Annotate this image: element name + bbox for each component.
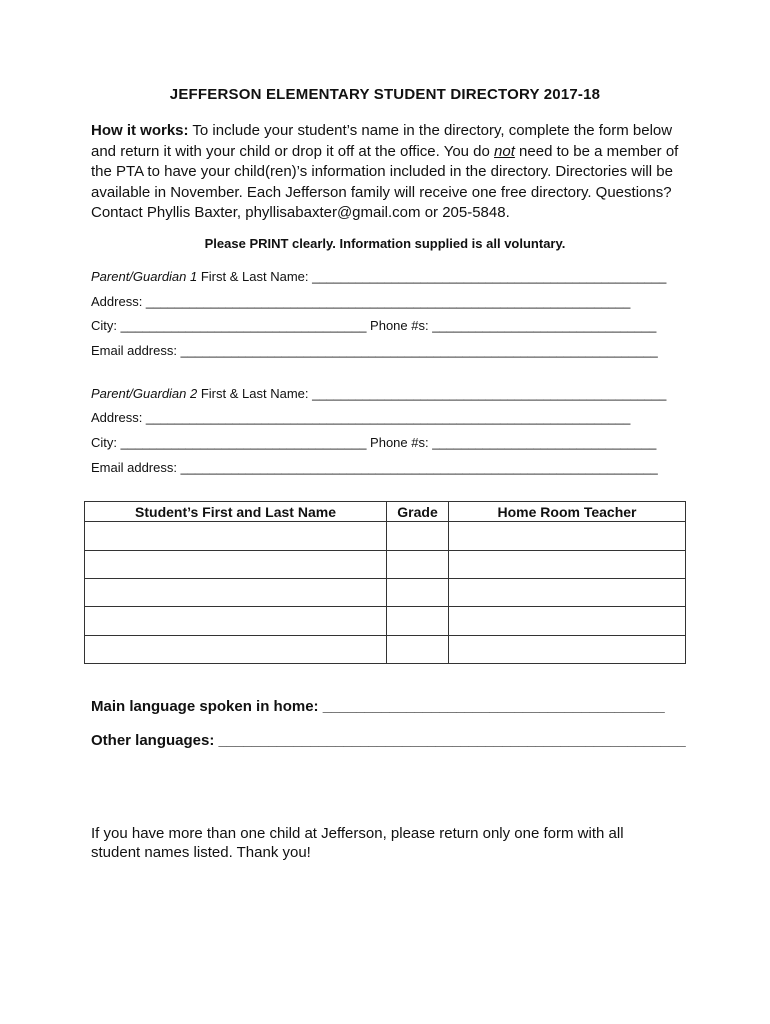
student-name-cell[interactable] [85,635,387,663]
grade-cell[interactable] [387,522,449,550]
header-student-name: Student’s First and Last Name [85,502,387,522]
intro-text-1: To include your student’s name in the directory, complete the form below and return it with your child or drop it off at the office. You do [91,122,673,160]
parent2-city-phone-field[interactable]: City: __________________________________ Phone #s: _______________________________ [91,435,657,450]
table-row [85,635,686,663]
main-language-field[interactable]: Main language spoken in home: _________________________________________ [91,698,665,715]
student-name-cell[interactable] [85,607,387,635]
header-grade: Grade [387,502,449,522]
table-header-row [85,502,686,522]
parent2-label: Parent/Guardian 2 [91,386,198,401]
intro-emphasis: not [494,142,515,160]
student-name-cell[interactable] [85,550,387,578]
header-home-room-teacher: Home Room Teacher [449,502,686,522]
student-name-cell[interactable] [85,578,387,606]
intro-paragraph [91,121,691,224]
student-table [84,501,686,664]
parent2-address-field[interactable]: Address: ___________________________________________________________________ [91,410,631,425]
grade-cell[interactable] [387,635,449,663]
parent1-name-field[interactable] [91,269,666,284]
grade-cell[interactable] [387,607,449,635]
table-row [85,607,686,635]
parent1-label: Parent/Guardian 1 [91,269,198,284]
parent2-name-field[interactable] [91,386,666,401]
student-name-cell[interactable] [85,522,387,550]
teacher-cell[interactable] [449,635,686,663]
table-row [85,550,686,578]
teacher-cell[interactable] [449,550,686,578]
teacher-cell[interactable] [449,578,686,606]
table-row [85,578,686,606]
table-row [85,522,686,550]
intro-text-2: need to be a member of the PTA to have your child(ren)’s information included in the directory. Directories will be available in November. Each Jefferson family will receive one free directory. Questions? Contact Phyllis Baxter, phyllisabaxter@gmail.com or 205-5848. [91,142,679,221]
closing-note: If you have more than one child at Jefferson, please return only one form with all student names listed. Thank you! [91,825,624,861]
parent1-email-field[interactable]: Email address: __________________________________________________________________ [91,343,658,358]
page-title: JEFFERSON ELEMENTARY STUDENT DIRECTORY 2017-18 [169,86,601,103]
grade-cell[interactable] [387,550,449,578]
parent2-name-line: First & Last Name: _________________________________________________ [197,386,667,401]
other-languages-field[interactable]: Other languages: ________________________________________________________ [91,732,686,749]
parent1-city-phone-field[interactable]: City: __________________________________ Phone #s: _______________________________ [91,318,657,333]
intro-lead: How it works: [91,122,189,139]
parent2-email-field[interactable]: Email address: __________________________________________________________________ [91,460,658,475]
print-note: Please PRINT clearly. Information supplied is all voluntary. [204,236,566,251]
teacher-cell[interactable] [449,607,686,635]
teacher-cell[interactable] [449,522,686,550]
parent1-name-line: First & Last Name: _________________________________________________ [197,269,667,284]
parent1-address-field[interactable]: Address: ___________________________________________________________________ [91,294,631,309]
grade-cell[interactable] [387,578,449,606]
